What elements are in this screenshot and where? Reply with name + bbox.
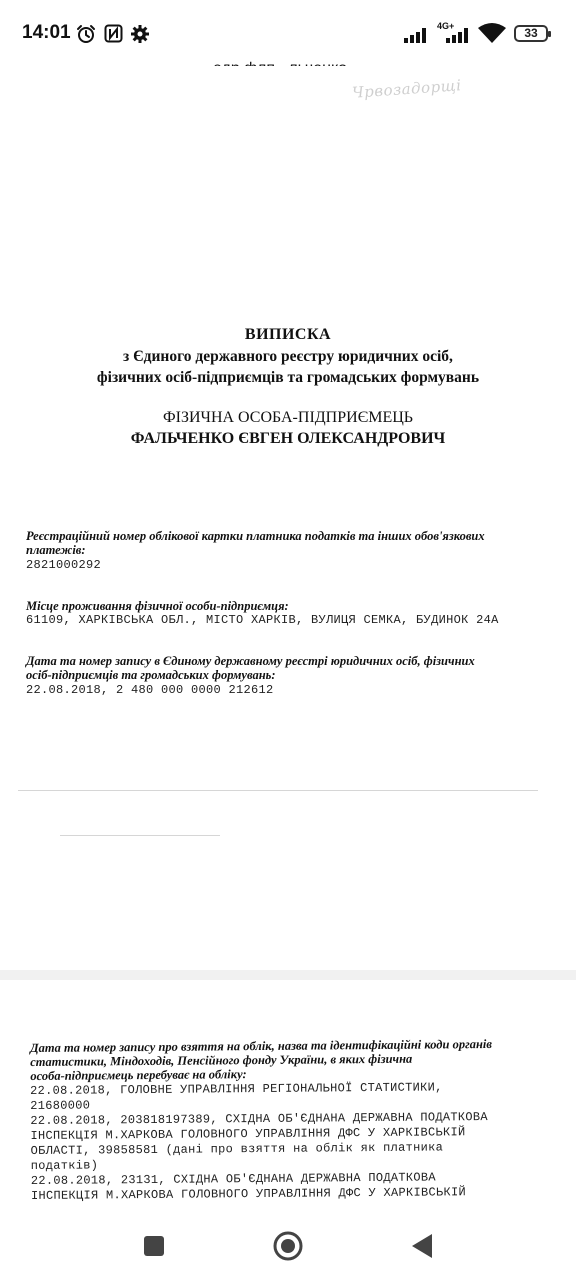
field-label-line: Реєстраційний номер облікової картки платника податків та інших обов'язкових	[26, 529, 485, 543]
record-line: податків)	[30, 1158, 99, 1173]
status-time: 14:01	[22, 22, 71, 43]
entity-name: ФАЛЬЧЕНКО ЄВГЕН ОЛЕКСАНДРОВИЧ	[130, 430, 446, 447]
home-circle-icon[interactable]	[272, 1230, 304, 1262]
field-label-line: Дата та номер запису в Єдиному державному реєстрі юридичних осіб, фізичних	[26, 654, 475, 668]
field-label-registry-record	[26, 654, 475, 682]
extract-subheading-1: з Єдиного державного реєстру юридичних осіб,	[123, 348, 453, 365]
field-label-residence	[26, 599, 289, 613]
signal-icon-secondary	[436, 28, 472, 43]
record-line: 22.08.2018, 203818197389, СХІДНА ОБ'ЄДНАНА ДЕРЖАВНА ПОДАТКОВА	[30, 1110, 488, 1128]
field-value-residence: 61109, ХАРКІВСЬКА ОБЛ., МІСТО ХАРКІВ, ВУЛИЦЯ СЕМКА, БУДИНОК 24А	[26, 613, 499, 627]
field-label-line: статистики, Міндоходів, Пенсійного фонду України, в яких фізична	[30, 1051, 413, 1069]
gear-icon	[131, 25, 149, 43]
record-line: 22.08.2018, 23131, СХІДНА ОБ'ЄДНАНА ДЕРЖАВНА ПОДАТКОВА	[30, 1170, 436, 1188]
field-label-tax-number	[26, 529, 485, 557]
recents-square-icon[interactable]	[142, 1234, 166, 1258]
extract-heading: ВИПИСКА	[244, 326, 332, 343]
field-label-line: Місце проживання фізичної особи-підприємця:	[26, 599, 289, 613]
scan-artifact	[60, 835, 220, 836]
field-label-line: особа-підприємець перебуває на обліку:	[30, 1067, 247, 1083]
record-line: ОБЛАСТІ, 39858581 (дані про взяття на облік як платника	[30, 1140, 444, 1158]
status-bar	[0, 0, 576, 66]
alarm-clock-icon	[76, 24, 96, 44]
network-type-label: 4G+	[437, 21, 455, 31]
nfc-icon	[104, 24, 123, 43]
extract-subheading-2: фізичних осіб-підприємців та громадських формувань	[96, 369, 480, 386]
field-label-line: осіб-підприємців та громадських формувань:	[26, 668, 276, 682]
entity-type: ФІЗИЧНА ОСОБА-ПІДПРИЄМЕЦЬ	[163, 409, 413, 426]
battery-icon: 33	[514, 25, 548, 42]
record-line: ІНСПЕКЦІЯ М.ХАРКОВА ГОЛОВНОГО УПРАВЛІННЯ ДФС У ХАРКІВСЬКІЙ	[30, 1185, 467, 1203]
field-label-line: платежів:	[26, 543, 86, 557]
back-triangle-icon[interactable]	[410, 1233, 434, 1259]
record-line: 21680000	[30, 1098, 91, 1113]
wifi-icon	[478, 23, 506, 45]
field-label-registration-records	[30, 1037, 492, 1083]
page-separator	[0, 970, 576, 980]
field-value-tax-number: 2821000292	[26, 558, 102, 572]
signal-icon	[404, 27, 430, 43]
navigation-bar	[0, 1218, 576, 1280]
field-label-line: Дата та номер запису про взяття на облік, назва та ідентифікаційні коди органів	[30, 1036, 492, 1055]
scan-artifact	[18, 790, 538, 791]
registration-records-list	[30, 1080, 489, 1204]
field-value-registry-record: 22.08.2018, 2 480 000 0000 212612	[26, 683, 274, 697]
stamp-text: Чрвозадорщі	[351, 76, 463, 102]
record-line: 22.08.2018, ГОЛОВНЕ УПРАВЛІННЯ РЕГІОНАЛЬНОЇ СТАТИСТИКИ,	[30, 1080, 443, 1098]
record-line: ІНСПЕКЦІЯ М.ХАРКОВА ГОЛОВНОГО УПРАВЛІННЯ ДФС У ХАРКІВСЬКІЙ	[30, 1125, 466, 1143]
